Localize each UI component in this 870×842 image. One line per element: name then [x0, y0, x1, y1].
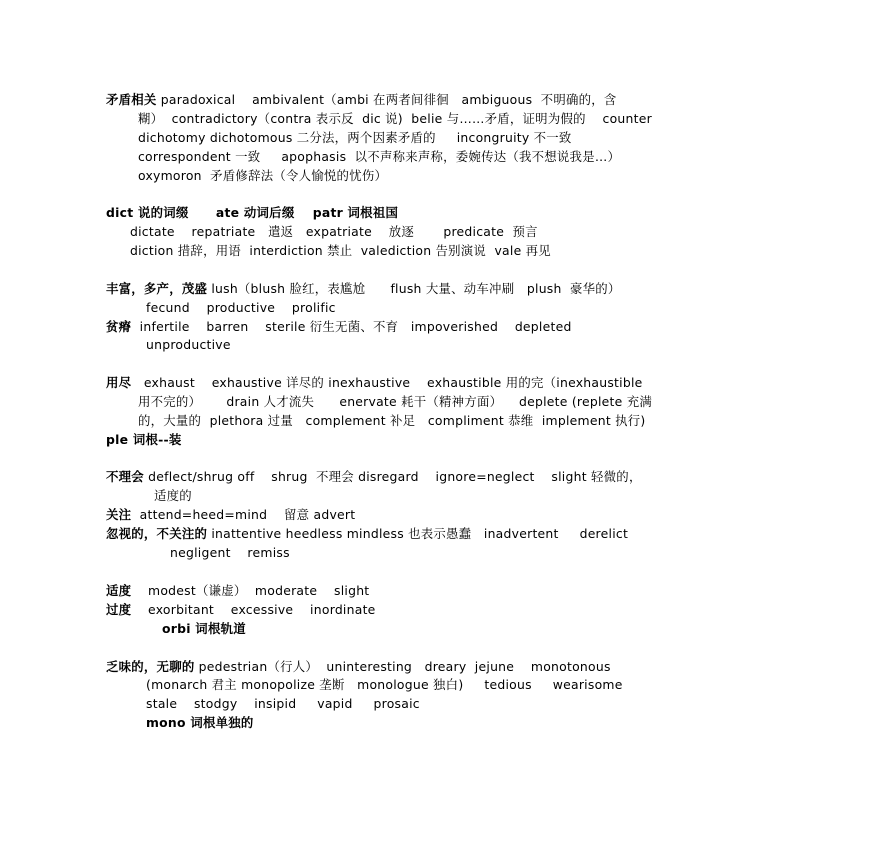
line-text: inattentive heedless mindless 也表示愚蠢 inadvertent derelict [207, 526, 629, 541]
text-line [106, 374, 643, 392]
text-line [106, 91, 617, 109]
text-line [154, 487, 192, 505]
line-text: exhaust exhaustive 详尽的 inexhaustive exhaustible 用的完（inexhaustible [131, 375, 643, 390]
line-text: unproductive [146, 337, 231, 352]
line-text: paradoxical ambivalent（ambi 在两者间徘徊 ambiguous 不明确的，含 [156, 92, 617, 107]
line-heading: 乏味的，无聊的 [106, 659, 195, 674]
line-text: modest（谦虚） moderate slight [131, 583, 370, 598]
line-text: exorbitant excessive inordinate [131, 602, 376, 617]
line-heading: 用尽 [106, 375, 132, 390]
text-line [130, 242, 551, 260]
line-heading: 不理会 [106, 469, 144, 484]
line-text: fecund productive prolific [146, 300, 336, 315]
text-line [146, 676, 623, 694]
text-line [146, 695, 420, 713]
text-line [106, 601, 376, 619]
line-text: deflect/shrug off shrug 不理会 disregard ignore=neglect slight 轻微的， [143, 469, 642, 484]
line-text: 的，大量的 plethora 过量 complement 补足 compliment 恭维 implement 执行) [138, 413, 646, 428]
line-text: diction 措辞，用语 interdiction 禁止 valediction 告别演说 vale 再见 [130, 243, 551, 258]
text-line [170, 544, 290, 562]
line-heading: 关注 [106, 507, 132, 522]
line-text: correspondent 一致 apophasis 以不声称来声称，委婉传达（我不想说我是…） [138, 149, 621, 164]
text-line [106, 431, 182, 449]
line-text: oxymoron 矛盾修辞法（令人愉悦的忧伤） [138, 168, 388, 183]
line-heading: 矛盾相关 [106, 92, 157, 107]
line-heading: 丰富，多产，茂盛 [106, 281, 208, 296]
text-line [138, 167, 387, 185]
line-heading: 贫瘠 [106, 319, 132, 334]
text-line [106, 582, 369, 600]
text-line [106, 658, 611, 676]
line-heading: 适度 [106, 583, 132, 598]
line-text: attend=heed=mind 留意 advert [131, 507, 356, 522]
text-line [138, 148, 620, 166]
line-heading: 过度 [106, 602, 132, 617]
text-line [146, 714, 254, 732]
text-line [138, 412, 645, 430]
line-text: lush（blush 脸红，表尴尬 flush 大量、动车冲刷 plush 豪华的） [207, 281, 621, 296]
line-text: pedestrian（行人） uninteresting dreary jejune monotonous [194, 659, 611, 674]
text-line [106, 506, 355, 524]
line-text: 用不完的） drain 人才流失 enervate 耗干（精神方面） deplete (replete 充满 [138, 394, 652, 409]
text-line [138, 393, 652, 411]
line-heading: 忽视的，不关注的 [106, 526, 208, 541]
text-line [106, 204, 398, 222]
line-heading: orbi 词根轨道 [162, 621, 246, 636]
line-text: stale stodgy insipid vapid prosaic [146, 696, 420, 711]
line-text: negligent remiss [170, 545, 290, 560]
text-line [130, 223, 538, 241]
text-line [138, 110, 652, 128]
text-line [138, 129, 572, 147]
text-line [106, 525, 628, 543]
line-text: dictate repatriate 遣返 expatriate 放逐 predicate 预言 [130, 224, 538, 239]
line-text: infertile barren sterile 衍生无菌、不育 impoverished depleted [131, 319, 572, 334]
text-line [146, 299, 336, 317]
text-line [146, 336, 231, 354]
line-text: 糊） contradictory（contra 表示反 dic 说) belie 与……矛盾，证明为假的 counter [138, 111, 652, 126]
line-text: 适度的 [154, 488, 192, 503]
line-heading: ple 词根--装 [106, 432, 182, 447]
text-line [162, 620, 246, 638]
line-heading: dict 说的词缀 ate 动词后缀 patr 词根祖国 [106, 205, 399, 220]
line-text: (monarch 君主 monopolize 垄断 monologue 独白) tedious wearisome [146, 677, 623, 692]
line-heading: mono 词根单独的 [146, 715, 254, 730]
text-line [106, 280, 621, 298]
text-line [106, 318, 572, 336]
text-line [106, 468, 642, 486]
line-text: dichotomy dichotomous 二分法，两个因素矛盾的 incongruity 不一致 [138, 130, 572, 145]
